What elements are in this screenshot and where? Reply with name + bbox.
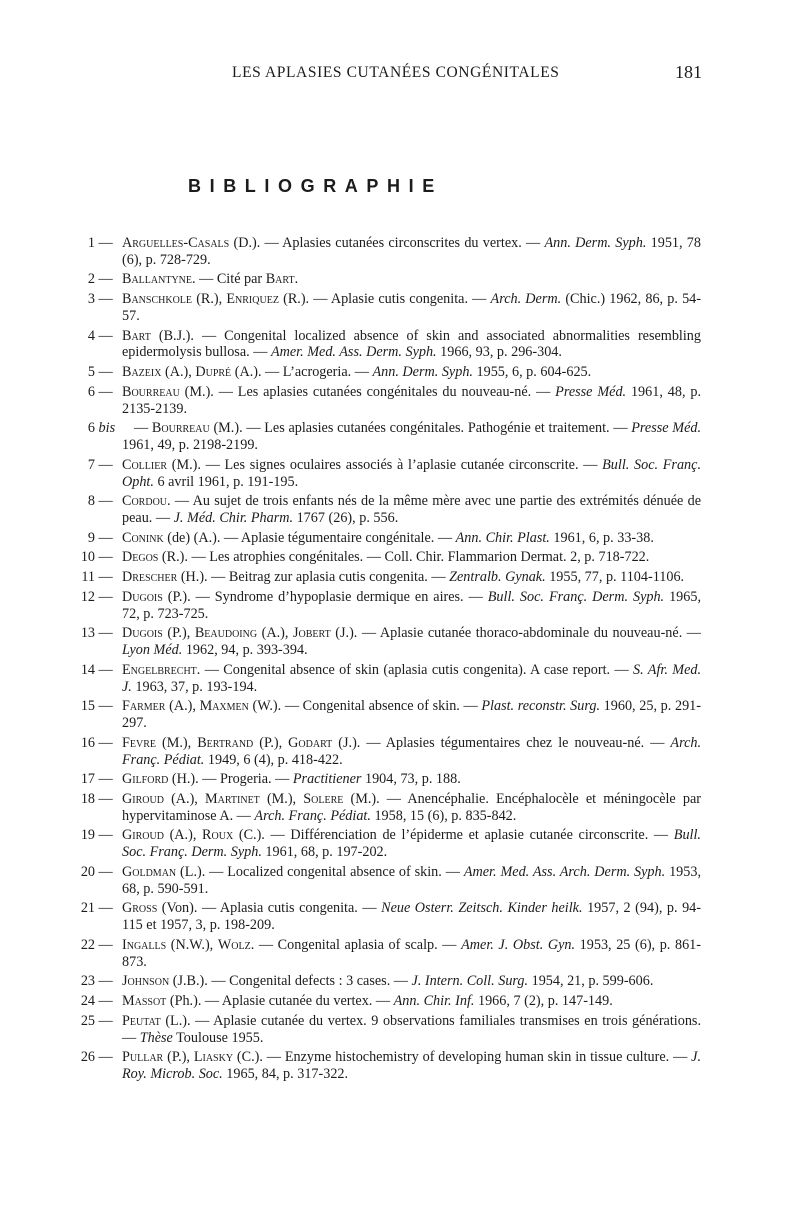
reference-entry: [86, 271, 701, 288]
author-name: Arguelles-Casals: [122, 235, 230, 251]
citation-text: (N.W.),: [166, 936, 218, 953]
citation-text: (P.),: [162, 625, 195, 642]
citation-text: (H.). — Progeria. —: [168, 771, 293, 788]
citation-text: (M.). — Les signes oculaires associés à l’aplasie cutanée circonscrite. —: [167, 456, 603, 473]
citation-text: 1960, 25, p. 291-297.: [122, 698, 701, 732]
reference-number: 22 —: [80, 936, 113, 953]
reference-entry: [80, 588, 702, 623]
citation-text: (de) (A.). — Aplasie tégumentaire congénitale. —: [163, 529, 456, 546]
citation-text: . — Cité par: [192, 271, 266, 288]
reference-text: [122, 1049, 701, 1082]
reference-entry: [80, 827, 701, 861]
citation-text: 1961, 48, p. 2135-2139.: [122, 383, 702, 417]
reference-number: 11 —: [81, 569, 113, 586]
reference-text: [122, 291, 701, 324]
journal-title: Zentralb. Gynak.: [449, 569, 546, 586]
reference-entry: [86, 291, 701, 325]
journal-title: Amer. Med. Ass. Derm. Syph.: [270, 344, 437, 361]
citation-text: .: [294, 271, 299, 288]
author-name: Liasky: [193, 1049, 234, 1066]
citation-text: 1904, 73, p. 188.: [361, 771, 461, 788]
journal-title: Arch. Franç. Pédiat.: [122, 734, 702, 768]
reference-text: [122, 235, 701, 268]
reference-suffix: bis: [95, 420, 116, 437]
citation-text: (J.). — Aplasie cutanée thoraco-abdominale du nouveau-né. —: [330, 625, 701, 642]
author-name: Bart: [265, 271, 295, 288]
reference-number: 17 —: [80, 771, 113, 788]
reference-text: [122, 271, 298, 287]
journal-title: Bull. Soc. Franç. Derm. Syph.: [122, 827, 701, 861]
reference-text: [122, 549, 649, 565]
author-name: Dupré: [195, 364, 232, 381]
reference-text: [122, 530, 654, 546]
reference-text: [122, 735, 701, 768]
citation-text: . — Congenital aplasia of scalp. —: [250, 936, 462, 953]
reference-number: 21 —: [80, 900, 113, 917]
citation-text: 1958, 15 (6), p. 835-842.: [370, 807, 517, 824]
author-name: Bart: [122, 327, 151, 344]
reference-number: 18 —: [80, 790, 113, 807]
reference-entry: [86, 530, 701, 547]
author-name: Goldman: [122, 863, 177, 880]
author-name: Godart: [288, 734, 333, 751]
reference-number: 2 —: [87, 271, 113, 288]
author-name: Maxmen: [199, 698, 249, 715]
reference-text: [122, 973, 653, 989]
citation-text: (L.). — Localized congenital absence of skin. —: [176, 863, 464, 880]
reference-text: [122, 827, 701, 860]
citation-text: (R.),: [192, 291, 227, 308]
journal-title: Bull. Soc. Franç. Derm. Syph.: [487, 588, 665, 605]
citation-text: . — Congenital absence of skin (aplasia cutis congenita). A case report. —: [196, 661, 634, 678]
journal-title: Presse Méd.: [631, 420, 702, 437]
author-name: Pullar: [122, 1049, 164, 1066]
author-name: Bourreau: [122, 383, 180, 400]
journal-title: Presse Méd.: [555, 383, 627, 400]
citation-text: (R.). — Les atrophies congénitales. — Coll. Chir. Flammarion Dermat. 2, p. 718-722.: [158, 549, 650, 566]
reference-text: [122, 457, 701, 490]
reference-number: 25 —: [80, 1012, 113, 1029]
author-name: Beaudoing: [194, 625, 258, 642]
reference-number: 26 —: [80, 1049, 113, 1066]
reference-entry: [86, 328, 701, 362]
author-name: Peutat: [122, 1012, 161, 1029]
citation-text: (A.),: [257, 625, 294, 642]
author-name: Drescher: [122, 569, 178, 586]
reference-entry: [80, 936, 701, 971]
author-name: Bazeix: [122, 364, 162, 381]
reference-entry: [80, 973, 701, 990]
journal-title: J. Intern. Coll. Surg.: [411, 973, 529, 990]
reference-entry: [80, 771, 701, 788]
author-name: Degos: [122, 549, 159, 566]
journal-title: Plast. reconstr. Surg.: [481, 698, 600, 715]
reference-number: 9 —: [87, 529, 113, 546]
author-name: Enriquez: [226, 291, 279, 308]
reference-number: 4 —: [87, 327, 113, 344]
journal-title: Neue Osterr. Zeitsch. Kinder heilk.: [381, 900, 583, 917]
citation-text: 1953, 25 (6), p. 861-873.: [122, 936, 701, 970]
author-name: Cordou: [122, 493, 168, 510]
citation-text: (J.). — Aplasies tégumentaires chez le nouveau-né. —: [332, 734, 671, 751]
reference-text: [122, 384, 701, 417]
author-name: Massot: [122, 993, 167, 1010]
citation-text: (A.). — L’acrogeria. —: [231, 364, 373, 381]
citation-text: (P.). — Syndrome d’hypoplasie dermique en aires. —: [162, 588, 488, 605]
reference-number: 24 —: [80, 993, 113, 1010]
reference-text: [122, 698, 701, 731]
author-name: Ballantyne: [122, 271, 193, 288]
author-name: Engelbrecht: [122, 661, 197, 678]
journal-title: Thèse: [139, 1029, 173, 1046]
bibliography-heading: BIBLIOGRAPHIE: [188, 176, 443, 196]
citation-text: (M.),: [259, 790, 304, 807]
reference-entry: [80, 993, 701, 1010]
reference-number: 15 —: [80, 698, 113, 715]
author-name: Gross: [122, 900, 158, 917]
reference-list: [80, 235, 702, 1086]
journal-title: Ann. Chir. Inf.: [393, 993, 475, 1010]
author-name: Bourreau: [151, 420, 210, 437]
reference-entry: [80, 734, 702, 769]
author-name: Collier: [122, 456, 168, 473]
reference-text: [122, 791, 701, 824]
reference-entry: [80, 1049, 701, 1083]
journal-title: Ann. Derm. Syph.: [544, 235, 647, 251]
reference-number: 10 —: [80, 549, 113, 566]
journal-title: J. Méd. Chir. Pharm.: [173, 510, 294, 527]
author-name: Johnson: [122, 973, 170, 990]
reference-text: [122, 1013, 701, 1046]
reference-number: 5 —: [87, 364, 113, 381]
reference-number: 19 —: [80, 827, 113, 844]
author-name: Conink: [122, 529, 164, 546]
citation-text: (H.). — Beitrag zur aplasia cutis congenita. —: [177, 569, 450, 586]
running-title: LES APLASIES CUTANÉES CONGÉNITALES: [232, 64, 560, 81]
citation-text: 1961, 49, p. 2198-2199.: [122, 437, 258, 454]
citation-text: 1966, 93, p. 296-304.: [436, 344, 562, 361]
author-name: Giroud: [122, 827, 164, 844]
reference-text: [122, 900, 701, 933]
citation-text: 1961, 6, p. 33-38.: [549, 529, 654, 546]
reference-entry: [86, 457, 701, 491]
author-name: Ingalls: [122, 936, 167, 953]
citation-text: (W.). — Congenital absence of skin. —: [248, 698, 482, 715]
citation-text: 1953, 68, p. 590-591.: [122, 863, 702, 897]
reference-entry: [80, 900, 702, 934]
reference-number: 20 —: [80, 863, 113, 880]
citation-text: 1955, 77, p. 1104-1106.: [545, 569, 685, 586]
citation-text: 1961, 68, p. 197-202.: [261, 844, 388, 861]
citation-text: Toulouse 1955.: [172, 1029, 264, 1046]
author-name: Banschkole: [122, 291, 193, 308]
author-name: Farmer: [122, 698, 166, 715]
author-name: Wolz: [217, 936, 251, 953]
citation-text: (D.). — Aplasies cutanées circonscrites du vertex. —: [229, 235, 545, 251]
citation-text: 1957, 2 (94), p. 94-115 et 1957, 3, p. 198-209.: [122, 900, 702, 934]
citation-text: 1767 (26), p. 556.: [293, 510, 399, 527]
reference-number: 1 —: [87, 235, 113, 251]
citation-text: . — Au sujet de trois enfants nés de la même mère avec une partie des extrémités dénuée de peau. —: [122, 493, 701, 527]
citation-text: (P.),: [163, 1049, 194, 1066]
citation-text: (A.),: [165, 698, 200, 715]
citation-text: 1962, 94, p. 393-394.: [182, 642, 308, 659]
page-header: [0, 62, 800, 86]
citation-text: 1954, 21, p. 599-606.: [528, 973, 654, 990]
reference-entry: [80, 661, 702, 696]
citation-text: (B.J.). — Congenital localized absence of skin and associated abnormalities resembling epidermolysis bullosa. —: [122, 327, 701, 361]
reference-text: [122, 662, 701, 695]
reference-text: [122, 771, 461, 787]
citation-text: 1966, 7 (2), p. 147-149.: [474, 993, 613, 1010]
journal-title: Amer. Med. Ass. Arch. Derm. Syph.: [463, 863, 666, 880]
journal-title: Ann. Chir. Plast.: [455, 529, 550, 546]
reference-entry: [81, 569, 701, 586]
author-name: Dugois: [122, 588, 163, 605]
reference-number: 8 —: [87, 493, 113, 510]
author-name: Giroud: [122, 790, 164, 807]
reference-text: [122, 589, 701, 622]
reference-entry: [80, 549, 701, 566]
citation-text: 1965, 72, p. 723-725.: [122, 588, 702, 622]
journal-title: Ann. Derm. Syph.: [372, 364, 473, 381]
citation-text: (P.),: [253, 734, 289, 751]
reference-text: [122, 569, 684, 585]
journal-title: Lyon Méd.: [122, 642, 183, 659]
reference-number: 23 —: [80, 973, 113, 990]
author-name: Martinet: [205, 790, 260, 807]
citation-text: (R.). — Aplasie cutis congenita. —: [278, 291, 491, 308]
reference-number: 13 —: [80, 625, 113, 642]
reference-number: 7 —: [87, 456, 113, 473]
reference-entry: [80, 790, 701, 825]
citation-text: (Ph.). — Aplasie cutanée du vertex. —: [166, 993, 394, 1010]
author-name: Roux: [202, 827, 234, 844]
citation-text: 1965, 84, p. 317-322.: [222, 1066, 349, 1083]
author-name: Bertrand: [197, 734, 254, 751]
citation-text: (C.). — Enzyme histochemistry of developing human skin in tissue culture. —: [233, 1049, 692, 1066]
citation-text: (Von). — Aplasia cutis congenita. —: [157, 900, 382, 917]
citation-text: (A.),: [163, 827, 203, 844]
journal-title: Arch. Derm.: [490, 291, 562, 308]
citation-text: —: [134, 420, 152, 437]
reference-entry: [86, 493, 701, 527]
citation-text: 1963, 37, p. 193-194.: [131, 678, 258, 695]
reference-text: [122, 937, 701, 970]
citation-text: (M.). — Anencéphalie. Encéphalocèle et méningocèle par hypervitaminose A. —: [122, 790, 701, 824]
journal-title: Amer. J. Obst. Gyn.: [461, 936, 576, 953]
reference-text: [122, 993, 613, 1009]
citation-text: (A.),: [163, 790, 205, 807]
author-name: Dugois: [122, 625, 163, 642]
reference-entry: [80, 698, 701, 732]
reference-entry: [80, 863, 702, 898]
author-name: Fevre: [122, 734, 156, 751]
reference-text: [122, 420, 701, 453]
reference-number: 12 —: [80, 588, 113, 605]
citation-text: (L.). — Aplasie cutanée du vertex. 9 observations familiales transmises en trois générations. —: [122, 1012, 701, 1046]
citation-text: (M.). — Les aplasies cutanées congénitales du nouveau-né. —: [179, 383, 556, 400]
journal-title: Arch. Franç. Pédiat.: [254, 807, 371, 824]
citation-text: 1949, 6 (4), p. 418-422.: [204, 751, 343, 768]
journal-title: Bull. Soc. Franç. Opht.: [122, 456, 701, 490]
reference-entry: [86, 384, 701, 418]
author-name: Jobert: [293, 625, 331, 642]
reference-number: 6 —: [87, 383, 113, 400]
author-name: Solere: [303, 790, 344, 807]
reference-text: [122, 364, 591, 380]
reference-number: 6 bis: [87, 420, 116, 437]
reference-entry: [86, 235, 701, 269]
reference-text: [122, 625, 701, 658]
reference-text: [122, 328, 701, 361]
citation-text: (C.). — Différenciation de l’épiderme et aplasie cutanée circonscrite. —: [233, 827, 674, 844]
citation-text: (Chic.) 1962, 86, p. 54-57.: [122, 291, 701, 324]
page-number: 181: [675, 62, 702, 82]
reference-text: [122, 864, 701, 897]
citation-text: 6 avril 1961, p. 191-195.: [153, 473, 299, 490]
citation-text: (M.),: [156, 734, 198, 751]
reference-entry: [80, 1012, 701, 1047]
citation-text: 1955, 6, p. 604-625.: [472, 364, 592, 381]
citation-text: 1951, 78 (6), p. 728-729.: [122, 235, 701, 268]
author-name: Gilford: [122, 771, 169, 788]
journal-title: S. Afr. Med. J.: [122, 661, 702, 695]
citation-text: (J.B.). — Congenital defects : 3 cases. —: [169, 973, 412, 990]
reference-text: [122, 493, 701, 526]
reference-entry: [80, 625, 701, 659]
citation-text: (M.). — Les aplasies cutanées congénitales. Pathogénie et traitement. —: [209, 420, 632, 437]
reference-number: 16 —: [80, 734, 113, 751]
citation-text: (A.),: [161, 364, 196, 381]
reference-number: 14 —: [80, 661, 113, 678]
reference-number: 3 —: [87, 291, 113, 308]
journal-title: Practitiener: [292, 771, 362, 788]
reference-entry: [86, 420, 701, 454]
reference-entry: [86, 364, 701, 381]
journal-title: J. Roy. Microb. Soc.: [122, 1049, 701, 1083]
